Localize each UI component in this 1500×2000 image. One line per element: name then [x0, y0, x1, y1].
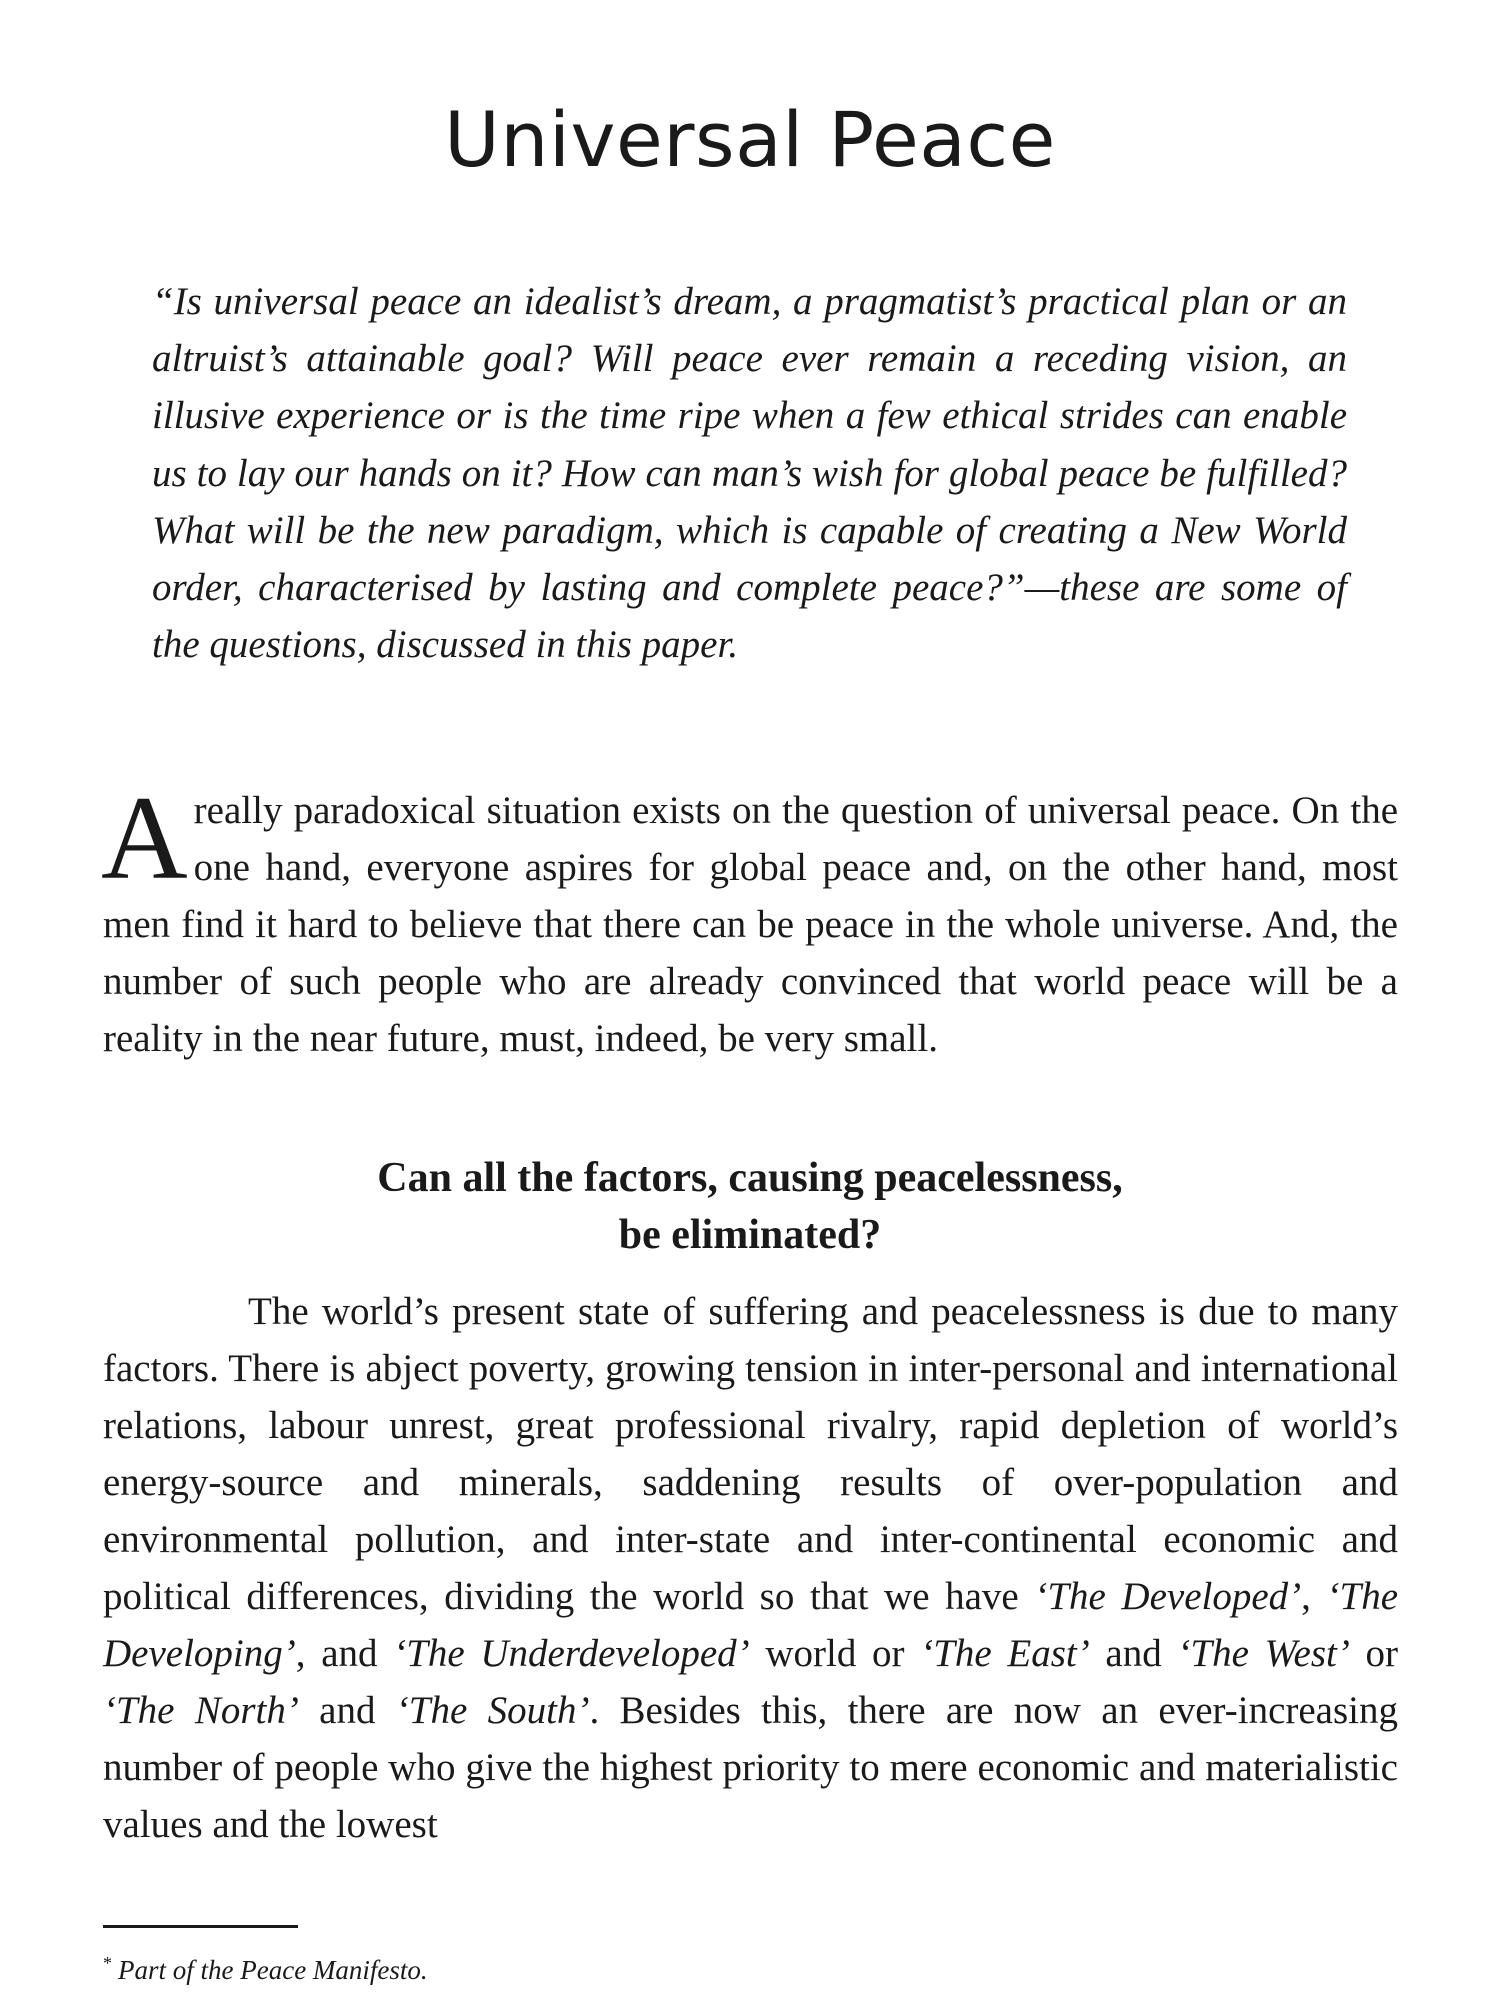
section-heading — [0, 1150, 1500, 1264]
section-heading-line-2: be eliminated? — [618, 1212, 882, 1258]
term-developing: ‘The Developing’ — [103, 1575, 1399, 1675]
body-text-part-1: The world’s present state of suffering and peacelessness is due to many factors. There is abject poverty, growing tension in inter-personal and international relations, labour unrest, great professional rivalry, rapid depletion of world’s energy-source and minerals, saddening results of over-population and environmental pollution, and inter-state and inter-continental economic and political differences, dividing the world so that we have — [103, 1290, 1398, 1618]
term-developed: ‘The Developed’ — [1034, 1575, 1302, 1618]
intro-text: really paradoxical situation exists on the question of universal peace. On the one hand, everyone aspires for global peace and, on the other hand, most men find it hard to believe that there can be peace in the whole universe. And, the number of such people who are already convinced that world peace will be a reality in the near future, must, indeed, be very small. — [103, 789, 1398, 1060]
intro-paragraph — [101, 771, 1398, 1067]
abstract-paragraph: “Is universal peace an idealist’s dream, a pragmatist’s practical plan or an altruist’s attainable goal? Will peace ever remain a receding vision, an illusive experience or is the time ripe when a few ethical strides can enable us to lay our hands on it? How can man’s wish for global peace be fulfilled? What will be the new paradigm, which is capable of creating a New World order, characterised by lasting and complete peace?”—these are some of the questions, discussed in this paper. — [152, 280, 1347, 667]
term-west: ‘The West’ — [1177, 1632, 1350, 1675]
separator: world or — [749, 1632, 921, 1675]
footnote-rule — [103, 1925, 298, 1928]
separator: and — [298, 1689, 396, 1732]
separator: and — [1089, 1632, 1178, 1675]
footnote-text: Part of the Peace Manifesto. — [118, 1955, 428, 1985]
page-title: Universal Peace — [444, 95, 1056, 184]
footnote-marker: * — [103, 1953, 112, 1973]
body-text-part-2: . Besides this, there are now an ever-increasing number of people who give the highest priority to mere economic and materialistic values and the lowest — [103, 1689, 1398, 1846]
separator: , and — [295, 1632, 394, 1675]
separator: , — [1301, 1575, 1327, 1618]
section-heading-line-1: Can all the factors, causing peacelessness, — [377, 1155, 1123, 1201]
footnote — [103, 1946, 428, 1987]
term-north: ‘The North’ — [103, 1689, 299, 1732]
term-east: ‘The East’ — [920, 1632, 1090, 1675]
separator: or — [1349, 1632, 1399, 1675]
drop-cap: A — [101, 771, 188, 904]
term-south: ‘The South’ — [395, 1689, 590, 1732]
term-underdeveloped: ‘The Underdeveloped’ — [393, 1632, 750, 1675]
body-paragraph — [103, 1283, 1398, 1853]
